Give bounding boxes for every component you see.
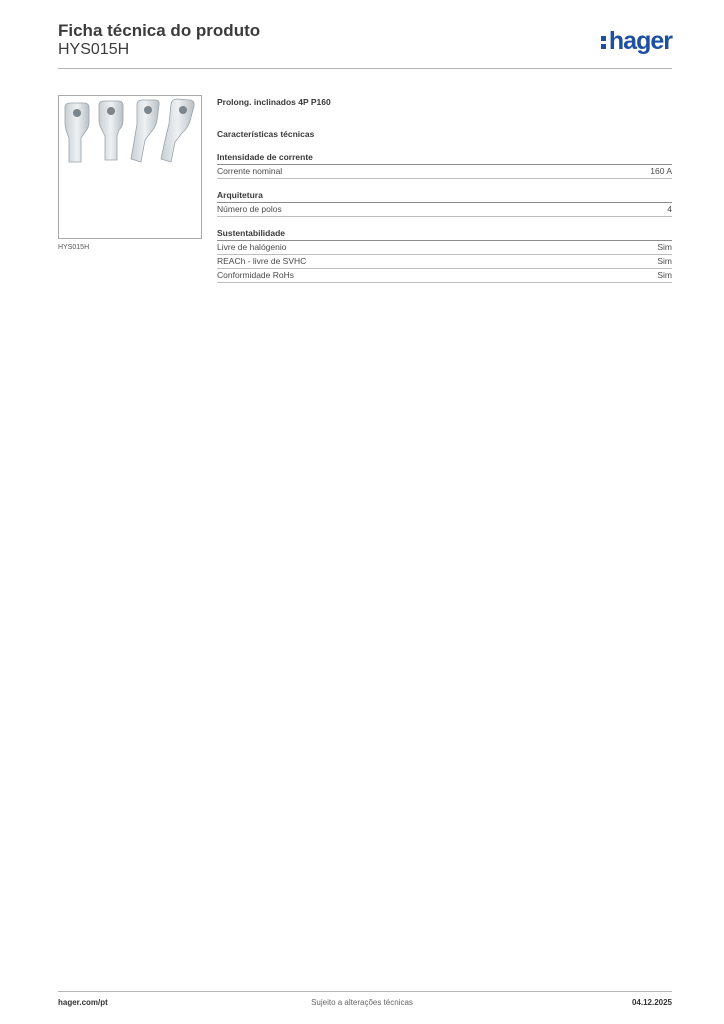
busbar-extension-icon: [59, 96, 201, 238]
spec-label: Livre de halógenio: [217, 242, 287, 252]
spec-row: [217, 241, 672, 255]
spec-group-sustainability: [217, 227, 672, 283]
spec-label: Conformidade RoHs: [217, 270, 295, 280]
specs-heading: Características técnicas: [217, 129, 315, 139]
spec-value: 160 A: [650, 166, 672, 176]
page-title: Ficha técnica do produto: [58, 21, 261, 40]
footer-date: 04.12.2025: [631, 998, 672, 1007]
image-caption: HYS015H: [58, 244, 90, 251]
spec-group-current: [217, 151, 672, 179]
spec-row: [217, 269, 672, 283]
page-header: [58, 21, 672, 69]
busbar-piece: [99, 101, 123, 160]
specifications: [217, 95, 672, 283]
product-reference: HYS015H: [58, 41, 130, 58]
spec-row: [217, 203, 672, 217]
busbar-piece: [161, 99, 194, 162]
product-image: [58, 95, 202, 239]
spec-row: [217, 165, 672, 179]
spec-value: 4: [667, 204, 672, 214]
spec-value: Sim: [657, 270, 672, 280]
busbar-piece: [65, 103, 89, 162]
spec-group-title: Arquitetura: [217, 189, 672, 203]
spec-row: [217, 255, 672, 269]
header-divider: [58, 68, 672, 69]
product-name: Prolong. inclinados 4P P160: [217, 97, 331, 107]
spec-group-architecture: [217, 189, 672, 217]
footer-divider: [58, 991, 672, 992]
spec-label: Corrente nominal: [217, 166, 283, 176]
logo-colon-icon: [601, 32, 607, 50]
spec-group-title: Sustentabilidade: [217, 227, 672, 241]
spec-group-title: Intensidade de corrente: [217, 151, 672, 165]
footer-website-link[interactable]: hager.com/pt: [58, 998, 108, 1007]
spec-value: Sim: [657, 242, 672, 252]
spec-value: Sim: [657, 256, 672, 266]
spec-label: Número de polos: [217, 204, 282, 214]
spec-label: REACh - livre de SVHC: [217, 256, 307, 266]
logo-text: hager: [608, 27, 672, 55]
hager-logo: [601, 27, 672, 55]
busbar-piece: [131, 100, 159, 162]
footer-note: Sujeito a alterações técnicas: [311, 998, 413, 1007]
